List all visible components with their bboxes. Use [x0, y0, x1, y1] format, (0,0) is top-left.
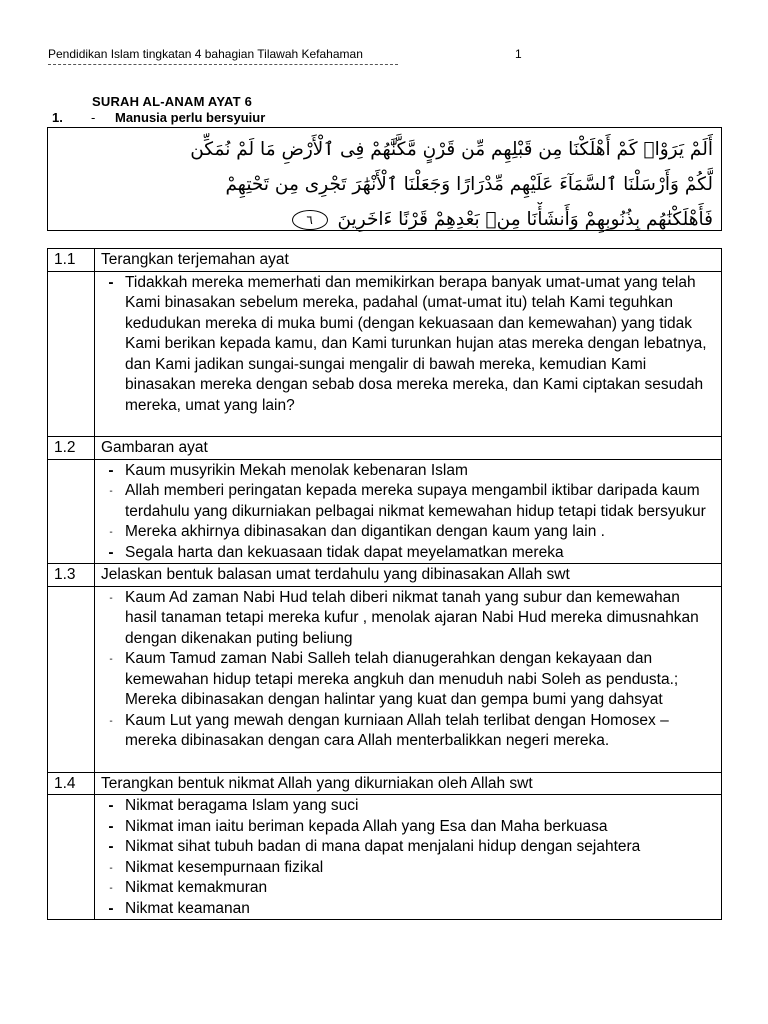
answer-item — [101, 273, 715, 417]
bullet-dash: - — [108, 838, 114, 855]
answer-item — [101, 796, 715, 817]
answer-row — [48, 586, 722, 772]
answer-item-text: Kaum musyrikin Mekah menolak kebenaran Islam — [125, 461, 468, 479]
answer-row — [48, 271, 722, 437]
section-dash: - — [91, 110, 96, 125]
bullet-dash: - — [109, 592, 113, 604]
page-number: 1 — [515, 47, 522, 61]
answer-cell — [95, 271, 722, 437]
answer-number-cell — [48, 795, 95, 920]
answer-cell — [95, 459, 722, 564]
section-number: 1. — [52, 110, 63, 125]
answer-item-text: Kaum Tamud zaman Nabi Salleh telah dianugerahkan dengan kekayaan dan kemewahan hidup tetapi mereka angkuh dan menuduh nabi Soleh as pendusta.; Mereka dibinasakan dengan halintar yang kuat dan gempa bumi yang dahsyat — [125, 650, 679, 708]
question-number: 1.3 — [48, 564, 95, 587]
answer-item — [101, 858, 715, 879]
bullet-dash: - — [108, 461, 114, 479]
ayah-number-marker: ٦ — [292, 210, 328, 230]
answer-item — [101, 649, 715, 711]
answer-item-text: Mereka akhirnya dibinasakan dan digantikan dengan kaum yang lain . — [125, 523, 605, 540]
answer-item-text: Allah memberi peringatan kepada mereka supaya mengambil iktibar daripada kaum terdahulu yang dikurniakan pelbagai nikmat kemewahan hidup tetapi tidak bersyukur — [125, 482, 706, 520]
answer-item-text: Kaum Lut yang mewah dengan kurniaan Allah telah terlibat dengan Homosex – mereka dibinasakan dengan cara Allah menterbalikkan negeri mereka. — [125, 711, 669, 749]
bullet-dash: - — [108, 797, 114, 814]
quran-verse-box — [47, 127, 722, 231]
bullet-dash: - — [109, 883, 113, 894]
answer-list — [101, 273, 715, 417]
answer-item-text: Nikmat keamanan — [125, 899, 250, 917]
quran-line-3 — [56, 202, 713, 237]
answer-item-text: Tidakkah mereka memerhati dan memikirkan berapa banyak umat-umat yang telah Kami binasakan sebelum mereka, padahal (umat-umat itu) telah Kami teguhkan kedudukan mereka di muka bumi (dengan kekuasaan dan kemewahan) yang tidak Kami berikan kepada kamu, dan Kami turunkan hujan atas mereka dengan lebatnya, dan Kami jadikan sungai-sungai mengalir di bawah mereka, kemudian Kami binasakan mereka dengan sebab dosa mereka mereka, dan Kami ciptakan sesudah mereka, umat yang lain? — [125, 273, 707, 414]
answer-cell — [95, 795, 722, 920]
answer-item — [101, 461, 715, 482]
answer-row — [48, 459, 722, 564]
answer-item — [101, 588, 715, 650]
surah-title: SURAH AL-ANAM AYAT 6 — [92, 94, 253, 109]
answer-item — [101, 522, 715, 543]
bullet-dash: - — [108, 273, 114, 291]
answer-item-text: Nikmat sihat tubuh badan di mana dapat menjalani hidup dengan sejahtera — [125, 838, 641, 855]
question-text: Terangkan bentuk nikmat Allah yang dikurniakan oleh Allah swt — [95, 772, 722, 795]
question-text: Gambaran ayat — [95, 437, 722, 460]
answer-item — [101, 837, 715, 858]
bullet-dash: - — [109, 527, 113, 538]
quran-line-2: لَّكُمْ وَأَرْسَلْنَا ٱلسَّمَآءَ عَلَيْهِم مِّدْرَارًا وَجَعَلْنَا ٱلْأَنْهَٰرَ تَجْرِى مِن تَحْتِهِمْ — [225, 174, 713, 195]
question-row — [48, 564, 722, 587]
answer-item — [101, 878, 715, 899]
answer-number-cell — [48, 459, 95, 564]
answer-item-text: Nikmat beragama Islam yang suci — [125, 797, 359, 814]
answer-spacer — [101, 752, 715, 772]
answer-row — [48, 795, 722, 920]
answer-number-cell — [48, 586, 95, 772]
question-number: 1.1 — [48, 249, 95, 272]
bullet-dash: - — [109, 715, 113, 727]
answer-item — [101, 711, 715, 752]
document-header-title: Pendidikan Islam tingkatan 4 bahagian Tilawah Kefahaman — [48, 47, 363, 61]
bullet-dash: - — [108, 899, 114, 917]
header-divider — [48, 64, 398, 65]
answer-number-cell — [48, 271, 95, 437]
answer-item-text: Nikmat kesempurnaan fizikal — [125, 858, 324, 876]
answer-item-text: Kaum Ad zaman Nabi Hud telah diberi nikmat tanah yang subur dan kemewahan hasil tanaman tetapi mereka kufur , menolak ajaran Nabi Hud mereka dimusnahkan dengan dikenakan puting beliung — [125, 588, 699, 647]
answer-list — [101, 796, 715, 919]
question-answer-table — [47, 248, 722, 920]
page-header — [48, 46, 688, 62]
bullet-dash: - — [108, 543, 114, 561]
question-number: 1.4 — [48, 772, 95, 795]
question-number: 1.2 — [48, 437, 95, 460]
bullet-dash: - — [108, 817, 114, 835]
answer-item — [101, 543, 715, 564]
answer-item — [101, 899, 715, 920]
question-row — [48, 437, 722, 460]
question-row — [48, 772, 722, 795]
answer-list — [101, 461, 715, 564]
question-text: Terangkan terjemahan ayat — [95, 249, 722, 272]
bullet-dash: - — [109, 862, 113, 874]
bullet-dash: - — [109, 486, 113, 497]
question-text: Jelaskan bentuk balasan umat terdahulu yang dibinasakan Allah swt — [95, 564, 722, 587]
answer-item-text: Nikmat iman iaitu beriman kepada Allah yang Esa dan Maha berkuasa — [125, 817, 608, 835]
answer-list — [101, 588, 715, 752]
section-subtitle: Manusia perlu bersyuiur — [115, 110, 266, 125]
answer-item — [101, 817, 715, 838]
question-row — [48, 249, 722, 272]
answer-spacer — [101, 416, 715, 436]
answer-item-text: Segala harta dan kekuasaan tidak dapat meyelamatkan mereka — [125, 543, 564, 561]
answer-item-text: Nikmat kemakmuran — [125, 879, 268, 896]
answer-cell — [95, 586, 722, 772]
quran-line-3-text: فَأَهْلَكْنَٰهُم بِذُنُوبِهِمْ وَأَنشَأْنَا مِنۢ بَعْدِهِمْ قَرْنًا ءَاخَرِينَ — [337, 209, 713, 230]
bullet-dash: - — [109, 654, 113, 665]
quran-line-1: أَلَمْ يَرَوْا۟ كَمْ أَهْلَكْنَا مِن قَبْلِهِم مِّن قَرْنٍ مَّكَّنَّٰهُمْ فِى ٱلْأَرْضِ مَا لَمْ نُمَكِّن — [190, 139, 713, 160]
answer-item — [101, 481, 715, 522]
